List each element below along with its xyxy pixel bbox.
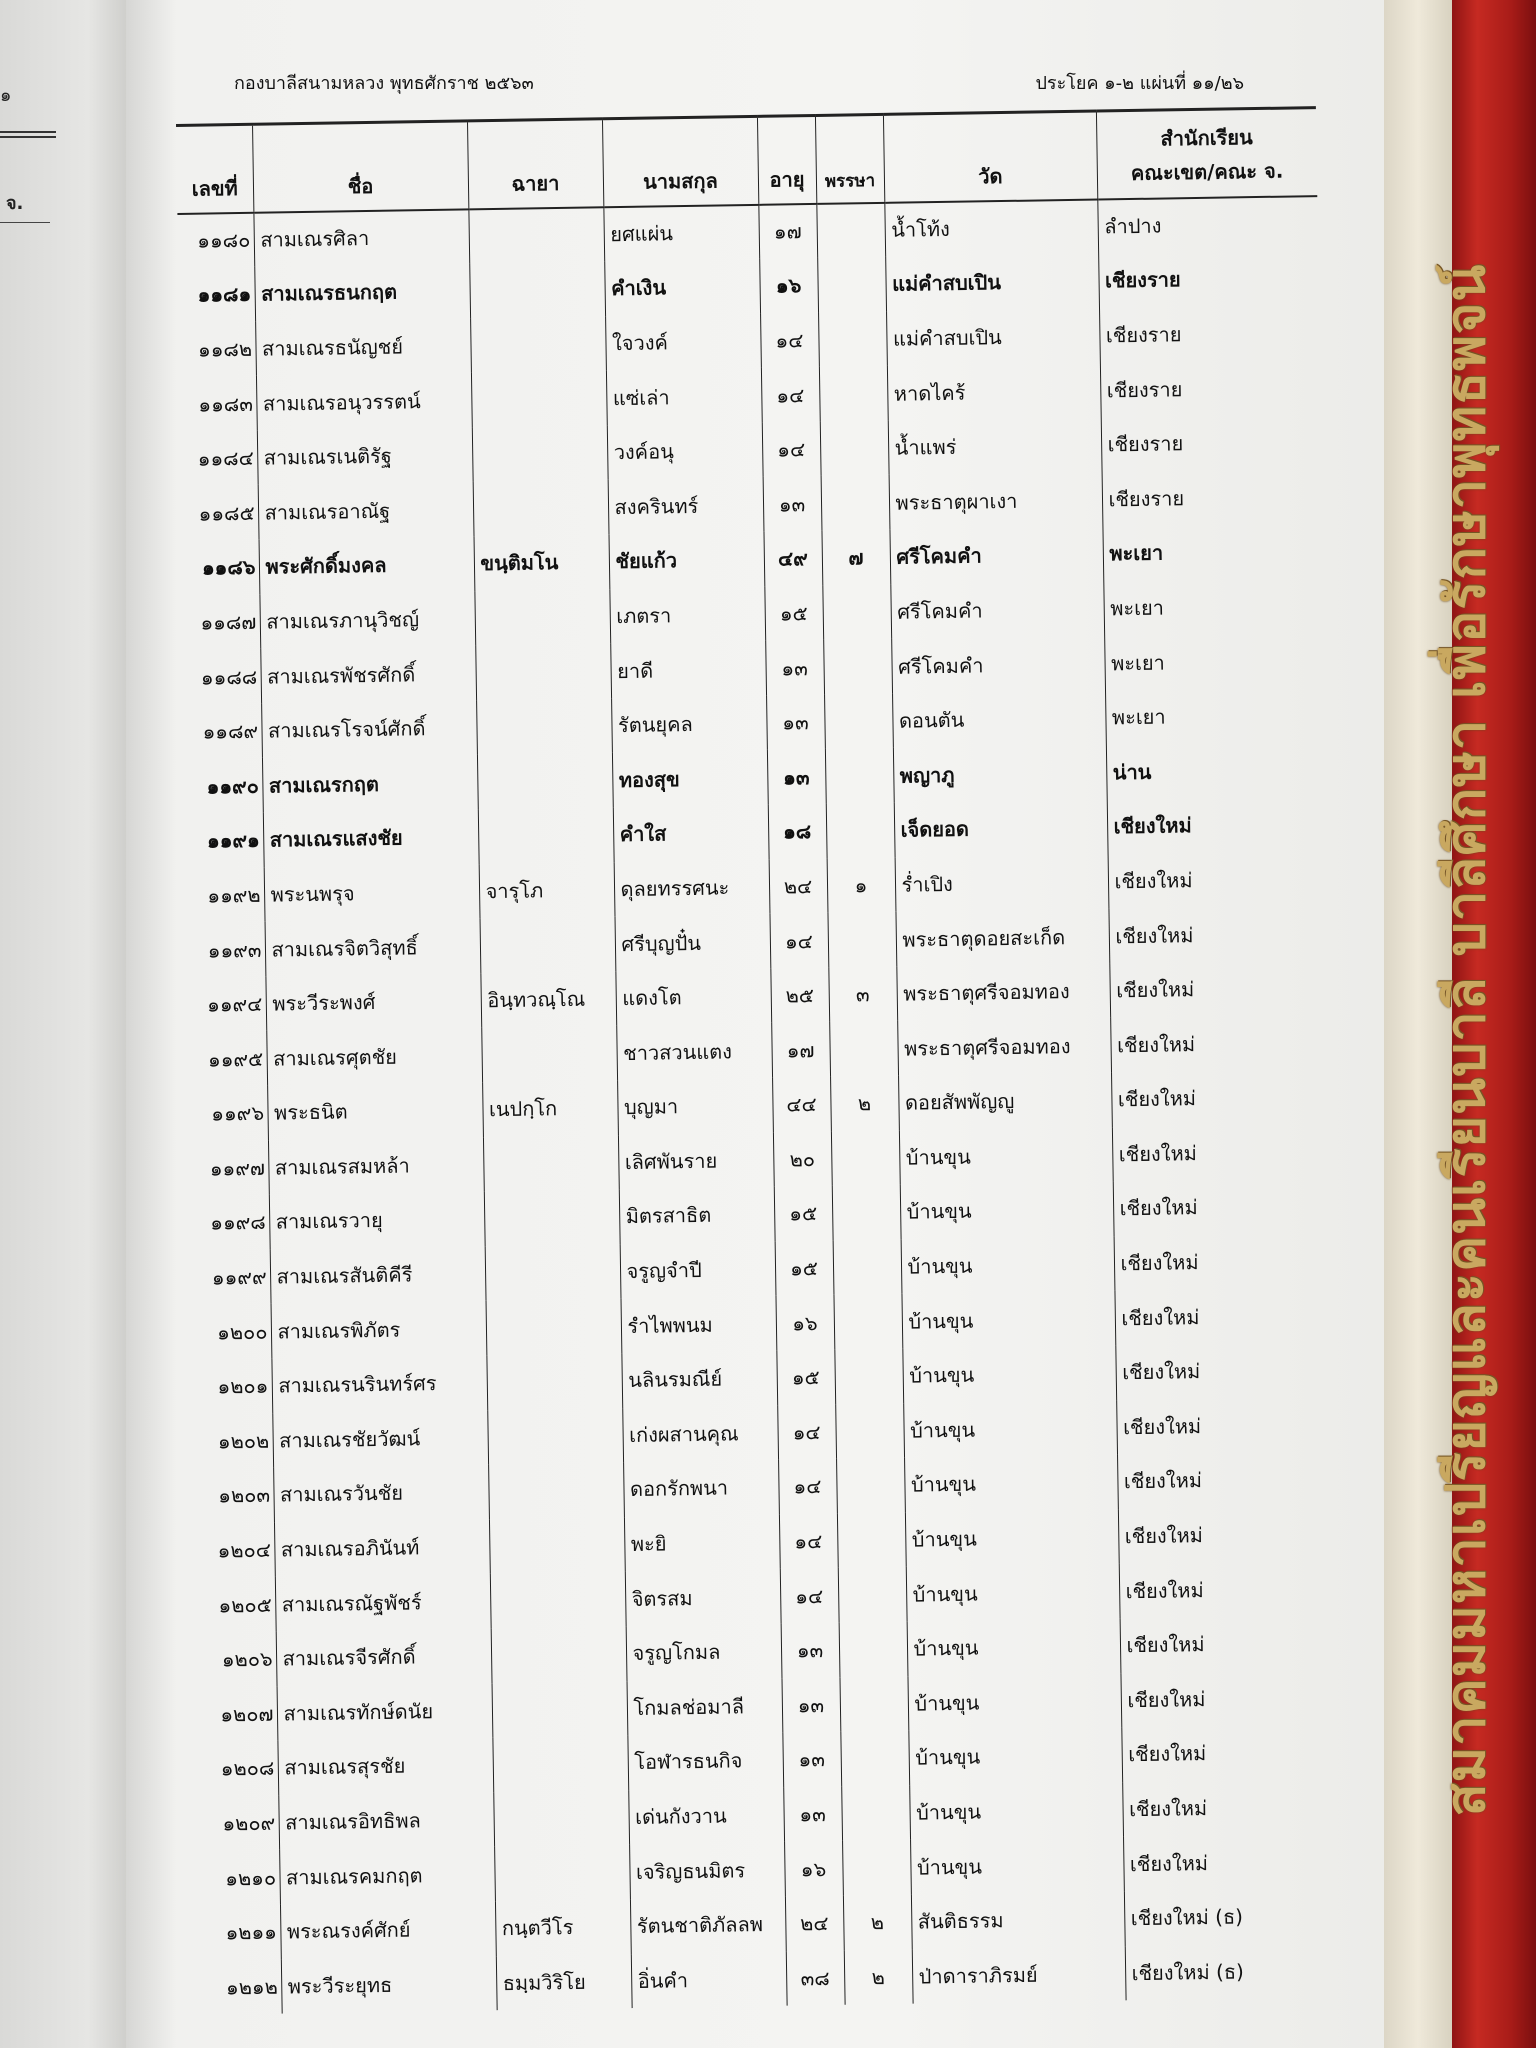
cell-surname: สงครินทร์	[608, 477, 764, 534]
cell-name: สามเณรพิภัตร	[271, 1301, 487, 1359]
cell-school: เชียงใหม่	[1108, 905, 1329, 963]
cell-surname: ใจวงค์	[605, 314, 761, 371]
cell-name: สามเณรอาณัฐ	[258, 482, 474, 540]
cell-age: ๑๔	[779, 1514, 838, 1569]
sheet-number-header: ประโยค ๑-๒ แผ่นที่ ๑๑/๒๖	[1035, 73, 1244, 94]
cell-vassa: ๗	[821, 530, 890, 586]
col-age-header: อายุ	[757, 115, 816, 204]
cell-vassa	[817, 257, 886, 313]
cell-temple: ป่าดาราภิรมย์	[912, 1946, 1126, 2004]
cell-vassa	[824, 694, 893, 750]
col-school-header-line2: คณะเขต/คณะ จ.	[1130, 158, 1284, 185]
col-school-header-line1: สำนักเรียน	[1160, 124, 1253, 151]
cell-surname: นลินรมณีย์	[621, 1351, 777, 1408]
cell-vassa	[816, 202, 885, 258]
cell-monastic-name	[481, 1026, 617, 1083]
cell-school: น่าน	[1106, 741, 1327, 799]
cell-age: ๑๔	[762, 422, 821, 477]
cell-age: ๑๗	[771, 1022, 830, 1077]
cell-monastic-name	[475, 643, 611, 700]
cell-surname: ชาวสวนแตง	[616, 1023, 772, 1080]
cell-monastic-name	[469, 261, 605, 318]
cell-age: ๑๓	[782, 1732, 841, 1787]
cell-number: ๑๒๐๗	[220, 1701, 274, 1727]
cell-surname: ทองสุข	[612, 750, 768, 807]
cell-name: สามเณรทักษ์ดนัย	[277, 1683, 493, 1741]
cell-school: เชียงราย	[1098, 250, 1319, 308]
cell-temple: บ้านขุน	[902, 1345, 1116, 1403]
cell-name: สามเณรชัยวัฒน์	[272, 1410, 488, 1468]
cell-age: ๑๓	[766, 695, 825, 750]
col-name-header: ชื่อ	[252, 121, 468, 212]
cell-age: ๑๔	[780, 1568, 839, 1623]
cell-vassa	[833, 1294, 902, 1350]
cell-school: เชียงใหม่ (ธ)	[1125, 1942, 1346, 2000]
cell-age: ๑๕	[776, 1350, 835, 1405]
exam-office-header: กองบาลีสนามหลวง พุทธศักราช ๒๕๖๓	[234, 73, 534, 94]
cell-vassa	[834, 1349, 903, 1405]
cell-school: เชียงใหม่	[1119, 1560, 1340, 1618]
cell-temple: พญาภู	[893, 745, 1107, 803]
cell-name: สามเณรคมกฤต	[279, 1847, 495, 1905]
cell-name: สามเณรณัฐพัชร์	[275, 1574, 491, 1632]
cell-temple: ศรีโคมคำ	[890, 581, 1104, 639]
cell-surname: คำเงิน	[604, 259, 760, 316]
cell-surname: รัตนยุคล	[611, 696, 767, 753]
cell-monastic-name	[494, 1844, 630, 1901]
cell-number: ๑๒๑๑	[225, 1919, 278, 1945]
cell-vassa: ๒	[844, 1949, 913, 2005]
cell-name: พระวีระพงศ์	[265, 973, 481, 1031]
col-temple-header: วัด	[883, 111, 1097, 202]
cell-surname: เจริญธนมิตร	[629, 1842, 785, 1899]
cell-monastic-name	[486, 1353, 622, 1410]
cell-vassa	[837, 1512, 906, 1568]
cell-vassa	[839, 1622, 908, 1678]
cell-number: ๑๑๙๔	[206, 991, 263, 1017]
cell-surname: ดุลยทรรศนะ	[614, 859, 770, 916]
cell-number: ๑๒๐๔	[217, 1537, 272, 1563]
cell-temple: บ้านขุน	[904, 1455, 1118, 1513]
candidate-table	[176, 106, 1346, 2015]
adjacent-rule-top	[0, 131, 56, 133]
cell-vassa	[823, 639, 892, 695]
cell-surname: แดงโต	[615, 969, 771, 1026]
col-number-header: เลขที่	[176, 124, 253, 213]
cell-name: สามเณรพัชรศักดิ์	[260, 646, 476, 704]
cell-temple: ศรีโคมคำ	[889, 527, 1103, 585]
cell-surname: ยศแผ่น	[603, 204, 759, 261]
cell-school: เชียงใหม่	[1107, 796, 1328, 854]
cell-monastic-name: กนฺตวีโร	[495, 1899, 631, 1956]
cell-number: ๑๒๐๓	[218, 1483, 271, 1508]
cell-monastic-name: ธมฺมวิริโย	[496, 1954, 632, 2011]
cell-age: ๑๓	[767, 749, 826, 804]
cell-age: ๑๘	[768, 804, 827, 859]
cell-temple: แม่คำสบเปิน	[886, 308, 1100, 366]
cell-surname: เภตรา	[609, 586, 765, 643]
cell-temple: บ้านขุน	[910, 1837, 1124, 1895]
cell-name: สามเณรจิตวิสุทธิ์	[265, 919, 481, 977]
cell-vassa	[819, 366, 888, 422]
cell-temple: บ้านขุน	[908, 1727, 1122, 1785]
cell-name: สามเณรนรินทร์ศร	[271, 1355, 487, 1413]
cell-surname: โกมลช่อมาลี	[627, 1678, 783, 1735]
cell-monastic-name	[473, 480, 609, 537]
cell-number: ๑๑๘๖	[201, 555, 256, 581]
cell-age: ๑๔	[777, 1404, 836, 1459]
cell-number: ๑๑๙๓	[207, 937, 262, 963]
cell-number: ๑๒๑๒	[225, 1974, 278, 2000]
cell-surname: วงค์อนุ	[607, 423, 763, 480]
cell-temple: ดอนตัน	[892, 690, 1106, 748]
cell-school: พะเยา	[1102, 523, 1323, 581]
cell-temple: บ้านขุน	[907, 1618, 1121, 1676]
roster-sheet	[126, 0, 1384, 2048]
cell-vassa	[820, 421, 889, 477]
cell-temple: บ้านขุน	[900, 1182, 1114, 1240]
cell-temple: สันติธรรม	[911, 1891, 1125, 1949]
cell-surname: แซ่เล่า	[606, 368, 762, 425]
cell-age: ๑๔	[761, 367, 820, 422]
cell-vassa	[832, 1185, 901, 1241]
cell-vassa: ๒	[830, 1076, 899, 1132]
cell-age: ๑๗	[758, 203, 817, 258]
cell-number: ๑๒๑๐	[225, 1865, 277, 1891]
cell-school: เชียงใหม่	[1112, 1124, 1333, 1182]
cell-number: ๑๑๙๗	[209, 1155, 266, 1181]
cell-monastic-name	[476, 698, 612, 755]
cell-name: สามเณรศุตชัย	[266, 1028, 482, 1086]
cell-temple: เจ็ดยอด	[894, 799, 1108, 857]
cell-name: พระธนิต	[267, 1082, 483, 1140]
cell-school: เชียงใหม่	[1118, 1506, 1339, 1564]
cell-number: ๑๑๘๑	[197, 282, 252, 308]
cell-age: ๑๓	[765, 640, 824, 695]
cell-vassa	[825, 748, 894, 804]
cell-vassa	[826, 803, 895, 859]
cell-temple: พระธาตุศรีจอมทอง	[897, 1018, 1111, 1076]
cell-name: สามเณรสมหล้า	[268, 1137, 484, 1195]
cell-vassa	[833, 1240, 902, 1296]
col-school-header	[1096, 108, 1317, 199]
cell-name: พระณรงค์ศักย์	[280, 1901, 496, 1959]
cell-school: เชียงใหม่	[1114, 1233, 1335, 1291]
cell-monastic-name	[491, 1626, 627, 1683]
cell-number: ๑๑๘๐	[197, 228, 251, 253]
cell-temple: พระธาตุผาเงา	[889, 472, 1103, 530]
cell-name: สามเณรสุรชัย	[277, 1737, 493, 1795]
adjacent-page-fragment: ๑	[0, 85, 12, 106]
cell-number: ๑๑๙๐	[206, 773, 260, 799]
cell-school: เชียงราย	[1099, 305, 1320, 363]
cell-surname: จรูญจำปี	[620, 1242, 776, 1299]
cell-school: เชียงใหม่	[1109, 960, 1330, 1018]
cell-number: ๑๒๐๑	[217, 1373, 269, 1399]
cell-name: สามเณรกฤต	[262, 755, 478, 813]
cell-surname: โอฬารธนกิจ	[627, 1733, 783, 1790]
cell-vassa	[831, 1130, 900, 1186]
cell-temple: หาดไคร้	[887, 363, 1101, 421]
cell-school: เชียงใหม่	[1123, 1833, 1344, 1891]
cell-monastic-name	[485, 1244, 621, 1301]
cell-age: ๔๙	[763, 531, 822, 586]
cell-vassa	[821, 475, 890, 531]
cell-surname: จิตรสม	[625, 1569, 781, 1626]
cell-temple: น้ำแพร่	[888, 417, 1102, 475]
cell-age: ๑๖	[775, 1295, 834, 1350]
cell-monastic-name	[471, 371, 607, 428]
cell-school: เชียงใหม่	[1110, 1014, 1331, 1072]
cell-name: สามเณรวันชัย	[273, 1464, 489, 1522]
cell-monastic-name: จารุโภ	[479, 862, 615, 919]
cell-age: ๑๔	[769, 913, 828, 968]
cell-monastic-name: ขนฺติมโน	[474, 534, 610, 591]
cell-school: พะเยา	[1104, 632, 1325, 690]
cell-monastic-name	[486, 1299, 622, 1356]
cell-age: ๑๖	[759, 258, 818, 313]
cell-name: สามเณรอภินันท์	[274, 1519, 490, 1577]
cell-monastic-name	[488, 1462, 624, 1519]
cell-number: ๑๒๐๘	[220, 1756, 275, 1781]
cell-monastic-name	[470, 316, 606, 373]
cell-surname: พะยิ	[624, 1514, 780, 1571]
cell-name: สามเณรสันติคีรี	[270, 1246, 486, 1304]
col-surname-header: นามสกุล	[602, 116, 758, 206]
cell-monastic-name	[489, 1517, 625, 1574]
cell-age: ๒๔	[769, 858, 828, 913]
cell-surname: เด่นกังวาน	[628, 1787, 784, 1844]
cell-number: ๑๑๙๑	[206, 828, 260, 853]
cell-vassa: ๒	[843, 1895, 912, 1951]
cell-age: ๒๐	[773, 1131, 832, 1186]
cell-school: เชียงราย	[1100, 359, 1321, 417]
cell-temple: พระธาตุดอยสะเก็ด	[895, 909, 1109, 967]
cell-name: สามเณรจีรศักดิ์	[276, 1628, 492, 1686]
cell-school: เชียงใหม่	[1108, 851, 1329, 909]
cell-age: ๑๖	[784, 1841, 843, 1896]
cell-number: ๑๑๘๗	[200, 609, 257, 635]
cell-surname: เก่งผสานคุณ	[622, 1405, 778, 1462]
cell-temple: ร่ำเปิง	[895, 854, 1109, 912]
cell-monastic-name	[480, 916, 616, 973]
cell-surname: ดอกรักพนา	[623, 1460, 779, 1517]
cell-age: ๑๔	[760, 313, 819, 368]
cell-vassa	[836, 1458, 905, 1514]
cell-temple: บ้านขุน	[907, 1673, 1121, 1731]
cell-vassa	[822, 584, 891, 640]
cell-surname: เลิศพันราย	[618, 1132, 774, 1189]
adjacent-sheet	[0, 0, 126, 2048]
cell-monastic-name	[483, 1135, 619, 1192]
cell-number: ๑๑๘๘	[200, 664, 258, 690]
cell-name: สามเณรวายุ	[269, 1191, 485, 1249]
cell-monastic-name: อินฺทวณฺโณ	[480, 971, 616, 1028]
cell-school: เชียงใหม่	[1117, 1451, 1338, 1509]
cell-number: ๑๑๙๕	[207, 1046, 264, 1072]
cell-age: ๑๓	[781, 1623, 840, 1678]
cell-monastic-name	[492, 1735, 628, 1792]
cell-monastic-name	[492, 1681, 628, 1738]
col-monastic-name-header: ฉายา	[467, 119, 603, 209]
cell-name: สามเณรธนกฤต	[254, 264, 470, 322]
cell-school: พะเยา	[1105, 687, 1326, 745]
cell-monastic-name	[478, 807, 614, 864]
cell-name: สามเณรอนุวรรตน์	[256, 373, 472, 431]
cell-vassa: ๑	[827, 857, 896, 913]
cell-school: เชียงใหม่	[1121, 1724, 1342, 1782]
cell-number: ๑๒๐๙	[222, 1810, 276, 1836]
cell-temple: บ้านขุน	[903, 1400, 1117, 1458]
cell-name: สามเณรโรจน์ศักดิ์	[261, 700, 477, 758]
cell-surname: มิตรสาธิต	[619, 1187, 775, 1244]
cell-vassa	[818, 312, 887, 368]
cell-surname: ศรีบุญปั๋น	[615, 914, 771, 971]
cell-temple: น้ำโท้ง	[884, 199, 1098, 257]
cell-surname: รำไพพนม	[621, 1296, 777, 1353]
cell-monastic-name	[468, 207, 604, 264]
cell-surname: ยาดี	[610, 641, 766, 698]
cell-name: สามเณรธนัญชย์	[255, 318, 471, 376]
cell-number: ๑๑๙๒	[207, 882, 261, 908]
cell-school: ลำปาง	[1097, 196, 1318, 254]
cell-temple: บ้านขุน	[905, 1509, 1119, 1567]
cell-number: ๑๑๘๙	[202, 718, 259, 744]
cell-number: ๑๑๘๒	[197, 336, 253, 362]
cell-school: พะเยา	[1103, 578, 1324, 636]
cell-number: ๑๒๐๐	[216, 1319, 268, 1345]
cell-temple: บ้านขุน	[906, 1564, 1120, 1622]
cell-monastic-name	[484, 1189, 620, 1246]
cell-number: ๑๒๐๕	[218, 1592, 272, 1618]
cell-number: ๑๑๙๖	[211, 1101, 265, 1126]
cell-vassa	[840, 1731, 909, 1787]
cell-name: สามเณรภานุวิชญ์	[259, 591, 475, 649]
adjacent-column-fragment: จ.	[6, 193, 24, 214]
cell-number: ๑๑๘๔	[197, 445, 254, 471]
cell-surname: จรูญโกมล	[626, 1624, 782, 1681]
cell-school: เชียงใหม่	[1115, 1342, 1336, 1400]
cell-number: ๑๑๘๕	[198, 500, 255, 526]
cell-age: ๒๔	[785, 1896, 844, 1951]
cell-school: เชียงใหม่	[1120, 1615, 1341, 1673]
cell-vassa	[835, 1403, 904, 1459]
cell-age: ๓๘	[786, 1950, 845, 2005]
cell-vassa: ๓	[828, 967, 897, 1023]
cell-monastic-name	[474, 589, 610, 646]
cell-school: เชียงใหม่	[1111, 1069, 1332, 1127]
cell-surname: อิ่นคำ	[631, 1951, 787, 2008]
cell-temple: บ้านขุน	[901, 1236, 1115, 1294]
cell-monastic-name	[477, 753, 613, 810]
cell-vassa	[829, 1021, 898, 1077]
cell-number: ๑๒๐๒	[217, 1428, 270, 1454]
cell-school: เชียงใหม่	[1116, 1396, 1337, 1454]
cell-age: ๑๓	[781, 1677, 840, 1732]
cell-age: ๒๕	[770, 968, 829, 1023]
cell-surname: บุญมา	[617, 1078, 773, 1135]
cell-number: ๑๑๙๘	[210, 1210, 266, 1236]
cell-age: ๑๕	[764, 586, 823, 641]
cell-age: ๔๔	[772, 1077, 831, 1132]
col-vassa-header: พรรษา	[815, 114, 884, 203]
cell-school: เชียงใหม่	[1122, 1779, 1343, 1837]
cell-temple: บ้านขุน	[901, 1291, 1115, 1349]
cell-number: ๑๑๘๓	[198, 391, 254, 417]
cell-name: พระนพรุจ	[264, 864, 480, 922]
cell-monastic-name: เนปกฺโก	[482, 1080, 618, 1137]
cell-temple: ศรีโคมคำ	[891, 636, 1105, 694]
cell-temple: พระธาตุศรีจอมทอง	[896, 963, 1110, 1021]
cell-age: ๑๔	[778, 1459, 837, 1514]
cell-temple: บ้านขุน	[899, 1127, 1113, 1185]
cell-surname: คำใส	[613, 805, 769, 862]
cell-school: เชียงใหม่ (ธ)	[1124, 1888, 1345, 1946]
cell-age: ๑๕	[774, 1186, 833, 1241]
cell-name: พระวีระยุทธ	[281, 1956, 497, 2014]
cell-school: เชียงใหม่	[1120, 1669, 1341, 1727]
cell-vassa	[842, 1840, 911, 1896]
cell-age: ๑๓	[783, 1786, 842, 1841]
cell-temple: ดอยสัพพัญญู	[898, 1072, 1112, 1130]
cell-temple: บ้านขุน	[909, 1782, 1123, 1840]
cell-surname: ชัยแก้ว	[608, 532, 764, 589]
cell-number: ๑๒๐๖	[221, 1646, 273, 1672]
cell-school: เชียงใหม่	[1113, 1178, 1334, 1236]
cell-age: ๑๕	[775, 1241, 834, 1296]
association-watermark: สมาคมมหาเปรียญและคนเรียนบาลี บาลีศึกษา เพื่อรักษาพุทธพจน์	[1433, 263, 1497, 1817]
cell-surname: รัตนชาติภัลลพ	[630, 1897, 786, 1954]
cell-vassa	[827, 912, 896, 968]
cell-name: พระศักดิ์มงคล	[259, 536, 475, 594]
candidate-rows	[177, 196, 1345, 2015]
cell-temple: แม่คำสบเปิน	[885, 254, 1099, 312]
cell-monastic-name	[493, 1790, 629, 1847]
cell-school: เชียงใหม่	[1114, 1287, 1335, 1345]
adjacent-rule-top-2	[0, 136, 56, 138]
cell-vassa	[839, 1676, 908, 1732]
cell-monastic-name	[490, 1571, 626, 1628]
cell-vassa	[841, 1785, 910, 1841]
cell-name: สามเณรศิลา	[253, 209, 469, 267]
cell-vassa	[838, 1567, 907, 1623]
cell-name: สามเณรแสงชัย	[263, 809, 479, 867]
cell-name: สามเณรเนติรัฐ	[257, 427, 473, 485]
cell-number: ๑๑๙๙	[211, 1264, 267, 1290]
cell-monastic-name	[472, 425, 608, 482]
cell-age: ๑๓	[763, 476, 822, 531]
cell-school: เชียงราย	[1102, 469, 1323, 527]
cell-school: เชียงราย	[1101, 414, 1322, 472]
adjacent-rule-bottom	[0, 222, 50, 223]
cell-name: สามเณรอิทธิพล	[278, 1792, 494, 1850]
cell-monastic-name	[487, 1408, 623, 1465]
